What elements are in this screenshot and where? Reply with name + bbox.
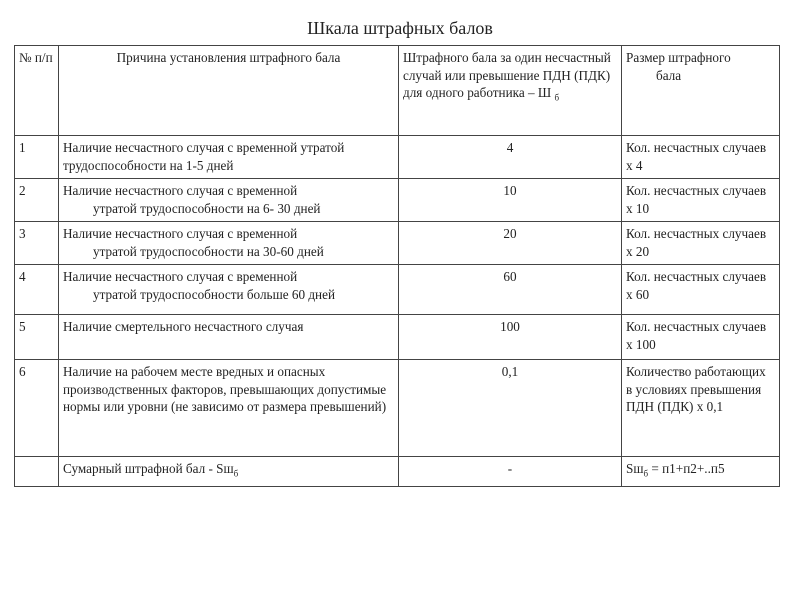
row-reason: Наличие несчастного случая с временной утратой трудоспособности на 30-60 дней: [59, 222, 399, 265]
total-score: -: [399, 457, 622, 487]
header-reason: Причина установления штрафного бала: [59, 46, 399, 136]
row-reason: Наличие на рабочем месте вредных и опасных производственных факторов, превышающих допустимые нормы или уровни (не зависимо от размера превышений): [59, 360, 399, 457]
header-num: № п/п: [15, 46, 59, 136]
table-row: [15, 315, 780, 360]
total-num: [15, 457, 59, 487]
row-size: Кол. несчастных случаев х 20: [622, 222, 780, 265]
row-size: Кол. несчастных случаев х 60: [622, 265, 780, 315]
row-score: 10: [399, 179, 622, 222]
table-row: [15, 360, 780, 457]
row-reason: Наличие несчастного случая с временной утратой трудоспособности на 6- 30 дней: [59, 179, 399, 222]
row-score: 20: [399, 222, 622, 265]
table-row: [15, 179, 780, 222]
row-reason: Наличие смертельного несчастного случая: [59, 315, 399, 360]
row-num: 2: [15, 179, 59, 222]
table-header: [15, 46, 780, 136]
header-size: Размер штрафного бала: [622, 46, 780, 136]
row-num: 5: [15, 315, 59, 360]
row-size: Кол. несчастных случаев х 10: [622, 179, 780, 222]
total-label: Сумарный штрафной бал - $Sш_б$: [59, 457, 399, 487]
row-reason: Наличие несчастного случая с временной утратой трудоспособности на 1-5 дней: [59, 136, 399, 179]
header-per-case: Штрафного бала за один несчастный случай или превышение ПДН (ПДК) для одного работника – Ш $_б$: [399, 46, 622, 136]
row-size: Кол. несчастных случаев х 4: [622, 136, 780, 179]
table-row: [15, 222, 780, 265]
total-row: [15, 457, 780, 487]
row-num: 4: [15, 265, 59, 315]
row-num: 6: [15, 360, 59, 457]
row-size: Кол. несчастных случаев х 100: [622, 315, 780, 360]
page-title: Шкала штрафных балов: [307, 18, 493, 38]
row-score: 60: [399, 265, 622, 315]
row-score: 100: [399, 315, 622, 360]
row-num: 1: [15, 136, 59, 179]
row-reason: Наличие несчастного случая с временной утратой трудоспособности больше 60 дней: [59, 265, 399, 315]
row-size: Количество работающих в условиях превышения ПДН (ПДК) х 0,1: [622, 360, 780, 457]
row-num: 3: [15, 222, 59, 265]
penalty-table: [14, 45, 780, 487]
table-row: [15, 136, 780, 179]
total-formula: $Sш_б = п1+п2+..п5$: [622, 457, 780, 487]
table-row: [15, 265, 780, 315]
row-score: 4: [399, 136, 622, 179]
row-score: 0,1: [399, 360, 622, 457]
